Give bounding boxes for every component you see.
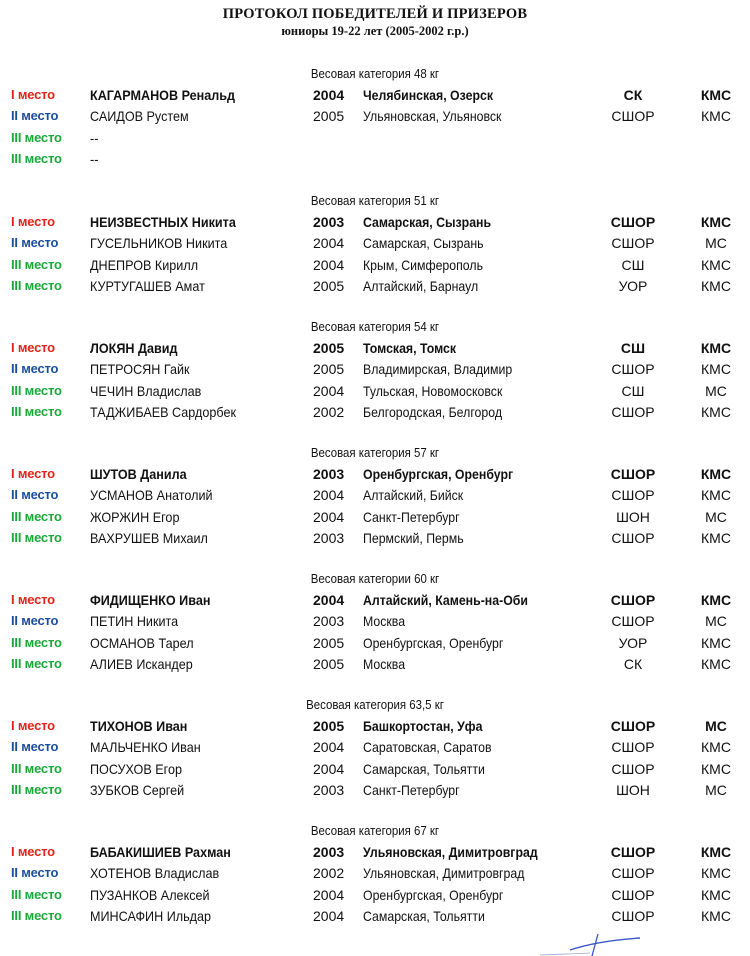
athlete-name: САИДОВ Рустем bbox=[90, 108, 189, 125]
sport-rank: КМС bbox=[701, 256, 731, 273]
club: СШ bbox=[621, 256, 645, 273]
region: Пермский, Пермь bbox=[363, 529, 464, 546]
region: Москва bbox=[363, 613, 406, 630]
page-title: ПРОТОКОЛ ПОБЕДИТЕЛЕЙ И ПРИЗЕРОВ bbox=[222, 6, 528, 22]
athlete-name: КАГАРМАНОВ Ренальд bbox=[90, 87, 236, 103]
sport-rank: КМС bbox=[701, 907, 731, 924]
athlete-name: ПЕТИН Никита bbox=[90, 613, 179, 630]
birth-year: 2005 bbox=[313, 655, 345, 672]
club: СК bbox=[623, 655, 643, 672]
club: УОР bbox=[618, 634, 648, 651]
place-label: III место bbox=[11, 781, 62, 797]
athlete-name: ТАДЖИБАЕВ Сардорбек bbox=[90, 403, 236, 420]
place-label: I место bbox=[11, 592, 55, 607]
result-row bbox=[0, 908, 750, 928]
result-row bbox=[0, 656, 750, 676]
place-label: III место bbox=[11, 907, 62, 923]
sport-rank: КМС bbox=[701, 277, 731, 294]
club: СШОР bbox=[610, 844, 656, 860]
result-row bbox=[0, 383, 750, 403]
athlete-name: -- bbox=[90, 150, 99, 167]
place-label: III место bbox=[11, 508, 62, 524]
athlete-name: МИНСАФИН Ильдар bbox=[90, 907, 212, 924]
place-label: I место bbox=[11, 844, 55, 859]
sport-rank: МС bbox=[705, 613, 727, 630]
sport-rank: МС bbox=[705, 781, 727, 798]
region: Самарская, Сызрань bbox=[363, 235, 484, 252]
club: УОР bbox=[618, 277, 648, 294]
place-label: I место bbox=[11, 214, 55, 229]
athlete-name: ЖОРЖИН Егор bbox=[90, 508, 180, 525]
athlete-name: НЕИЗВЕСТНЫХ Никита bbox=[90, 214, 236, 230]
place-label: II место bbox=[11, 739, 59, 755]
sport-rank: КМС bbox=[701, 403, 731, 420]
club: СШОР bbox=[611, 907, 655, 924]
sport-rank: КМС bbox=[701, 361, 731, 378]
athlete-name: ШУТОВ Данила bbox=[90, 466, 187, 482]
sport-rank: КМС bbox=[701, 886, 731, 903]
sport-rank: КМС bbox=[701, 634, 731, 651]
result-row bbox=[0, 761, 750, 781]
athlete-name: ТИХОНОВ Иван bbox=[90, 718, 188, 734]
athlete-name: ХОТЕНОВ Владислав bbox=[90, 865, 220, 882]
place-label: III место bbox=[11, 382, 62, 398]
region: Оренбургская, Оренбург bbox=[363, 634, 504, 651]
weight-category-heading: Весовая категория 67 кг bbox=[310, 823, 440, 838]
birth-year: 2005 bbox=[313, 718, 345, 734]
result-row bbox=[0, 487, 750, 507]
sport-rank: МС bbox=[705, 508, 727, 525]
club: СШОР bbox=[611, 108, 655, 125]
birth-year: 2004 bbox=[313, 235, 345, 252]
club: СШОР bbox=[610, 214, 656, 230]
region: Москва bbox=[363, 655, 406, 672]
athlete-name: ПУЗАНКОВ Алексей bbox=[90, 886, 210, 903]
region: Ульяновская, Димитровград bbox=[363, 844, 538, 860]
sport-rank: КМС bbox=[700, 214, 732, 230]
region: Саратовская, Саратов bbox=[363, 739, 492, 756]
result-row bbox=[0, 613, 750, 633]
athlete-name: ФИДИЩЕНКО Иван bbox=[90, 592, 211, 608]
place-label: II место bbox=[11, 865, 59, 881]
sport-rank: КМС bbox=[700, 844, 732, 860]
sport-rank: КМС bbox=[701, 739, 731, 756]
weight-category-heading: Весовая категории 60 кг bbox=[310, 571, 440, 586]
place-label: II место bbox=[11, 487, 59, 503]
athlete-name: ДНЕПРОВ Кирилл bbox=[90, 256, 199, 273]
place-label: III место bbox=[11, 634, 62, 650]
club: ШОН bbox=[616, 508, 650, 525]
athlete-name: -- bbox=[90, 129, 99, 146]
place-label: III место bbox=[11, 256, 62, 272]
birth-year: 2004 bbox=[313, 739, 345, 756]
club: СШОР bbox=[611, 613, 655, 630]
athlete-name: ЗУБКОВ Сергей bbox=[90, 781, 185, 798]
club: СШОР bbox=[611, 235, 655, 252]
athlete-name: ВАХРУШЕВ Михаил bbox=[90, 529, 208, 546]
athlete-name: ОСМАНОВ Тарел bbox=[90, 634, 194, 651]
club: СШОР bbox=[611, 487, 655, 504]
weight-category-heading: Весовая категория 57 кг bbox=[310, 445, 440, 460]
athlete-name: ПОСУХОВ Егор bbox=[90, 760, 182, 777]
birth-year: 2004 bbox=[313, 907, 345, 924]
birth-year: 2004 bbox=[313, 760, 345, 777]
region: Тульская, Новомосковск bbox=[363, 382, 503, 399]
club: СШОР bbox=[611, 529, 655, 546]
birth-year: 2005 bbox=[313, 340, 345, 356]
result-row bbox=[0, 130, 750, 150]
sport-rank: МС bbox=[705, 382, 727, 399]
region: Владимирская, Владимир bbox=[363, 361, 513, 378]
sport-rank: КМС bbox=[701, 865, 731, 882]
club: СШ bbox=[620, 340, 646, 356]
region: Оренбургская, Оренбург bbox=[363, 466, 514, 482]
place-label: III место bbox=[11, 129, 62, 145]
place-label: I место bbox=[11, 340, 55, 355]
birth-year: 2003 bbox=[313, 781, 345, 798]
result-row bbox=[0, 887, 750, 907]
place-label: III место bbox=[11, 760, 62, 776]
sport-rank: КМС bbox=[701, 487, 731, 504]
result-row bbox=[0, 466, 750, 486]
athlete-name: МАЛЬЧЕНКО Иван bbox=[90, 739, 201, 756]
region: Челябинская, Озерск bbox=[363, 87, 493, 103]
sport-rank: КМС bbox=[701, 760, 731, 777]
athlete-name: ГУСЕЛЬНИКОВ Никита bbox=[90, 235, 228, 252]
place-label: II место bbox=[11, 235, 59, 251]
place-label: III место bbox=[11, 150, 62, 166]
region: Ульяновская, Димитровград bbox=[363, 865, 525, 882]
place-label: I место bbox=[11, 87, 55, 102]
club: СШОР bbox=[610, 466, 656, 482]
sport-rank: КМС bbox=[700, 87, 732, 103]
result-row bbox=[0, 108, 750, 128]
region: Самарская, Сызрань bbox=[363, 214, 492, 230]
place-label: III место bbox=[11, 529, 62, 545]
weight-category-heading: Весовая категория 54 кг bbox=[310, 319, 440, 334]
region: Оренбургская, Оренбург bbox=[363, 886, 504, 903]
page-subtitle: юниоры 19-22 лет (2005-2002 г.р.) bbox=[281, 24, 469, 38]
athlete-name: УСМАНОВ Анатолий bbox=[90, 487, 213, 504]
result-row bbox=[0, 635, 750, 655]
signature-icon bbox=[540, 928, 650, 956]
athlete-name: КУРТУГАШЕВ Амат bbox=[90, 277, 205, 294]
place-label: III место bbox=[11, 655, 62, 671]
sport-rank: МС bbox=[705, 718, 727, 734]
club: ШОН bbox=[616, 781, 650, 798]
place-label: III место bbox=[11, 403, 62, 419]
result-row bbox=[0, 404, 750, 424]
club: СШОР bbox=[611, 865, 655, 882]
club: СШОР bbox=[611, 760, 655, 777]
athlete-name: ЛОКЯН Давид bbox=[90, 340, 178, 356]
birth-year: 2005 bbox=[313, 277, 345, 294]
result-row bbox=[0, 278, 750, 298]
place-label: III место bbox=[11, 277, 62, 293]
sport-rank: КМС bbox=[700, 592, 732, 608]
result-row bbox=[0, 592, 750, 612]
region: Алтайский, Камень-на-Оби bbox=[363, 592, 528, 608]
place-label: II место bbox=[11, 361, 59, 377]
club: СК bbox=[623, 87, 643, 103]
birth-year: 2004 bbox=[313, 382, 345, 399]
region: Алтайский, Бийск bbox=[363, 487, 464, 504]
birth-year: 2003 bbox=[313, 529, 345, 546]
result-row bbox=[0, 257, 750, 277]
athlete-name: ПЕТРОСЯН Гайк bbox=[90, 361, 190, 378]
region: Санкт-Петербург bbox=[363, 781, 460, 798]
region: Башкортостан, Уфа bbox=[363, 718, 483, 734]
weight-category-heading: Весовая категория 51 кг bbox=[310, 193, 440, 208]
birth-year: 2005 bbox=[313, 108, 345, 125]
birth-year: 2004 bbox=[313, 592, 345, 608]
weight-category-heading: Весовая категория 63,5 кг bbox=[306, 697, 444, 712]
region: Самарская, Тольятти bbox=[363, 907, 485, 924]
region: Алтайский, Барнаул bbox=[363, 277, 479, 294]
sport-rank: МС bbox=[705, 235, 727, 252]
birth-year: 2003 bbox=[313, 613, 345, 630]
birth-year: 2004 bbox=[313, 508, 345, 525]
birth-year: 2004 bbox=[313, 886, 345, 903]
club: СШОР bbox=[610, 592, 656, 608]
place-label: I место bbox=[11, 718, 55, 733]
region: Санкт-Петербург bbox=[363, 508, 460, 525]
birth-year: 2002 bbox=[313, 865, 345, 882]
club: СШОР bbox=[611, 361, 655, 378]
result-row bbox=[0, 87, 750, 107]
club: СШ bbox=[621, 382, 645, 399]
result-row bbox=[0, 214, 750, 234]
birth-year: 2002 bbox=[313, 403, 345, 420]
region: Томская, Томск bbox=[363, 340, 457, 356]
sport-rank: КМС bbox=[701, 108, 731, 125]
result-row bbox=[0, 151, 750, 171]
birth-year: 2005 bbox=[313, 634, 345, 651]
birth-year: 2003 bbox=[313, 214, 345, 230]
result-row bbox=[0, 739, 750, 759]
birth-year: 2004 bbox=[313, 256, 345, 273]
place-label: III место bbox=[11, 886, 62, 902]
athlete-name: БАБАКИШИЕВ Рахман bbox=[90, 844, 231, 860]
birth-year: 2003 bbox=[313, 844, 345, 860]
sport-rank: КМС bbox=[701, 655, 731, 672]
birth-year: 2003 bbox=[313, 466, 345, 482]
result-row bbox=[0, 340, 750, 360]
result-row bbox=[0, 782, 750, 802]
club: СШОР bbox=[611, 403, 655, 420]
place-label: I место bbox=[11, 466, 55, 481]
athlete-name: АЛИЕВ Искандер bbox=[90, 655, 193, 672]
result-row bbox=[0, 361, 750, 381]
club: СШОР bbox=[611, 886, 655, 903]
result-row bbox=[0, 718, 750, 738]
place-label: II место bbox=[11, 108, 59, 124]
result-row bbox=[0, 865, 750, 885]
result-row bbox=[0, 235, 750, 255]
athlete-name: ЧЕЧИН Владислав bbox=[90, 382, 202, 399]
club: СШОР bbox=[610, 718, 656, 734]
result-row bbox=[0, 509, 750, 529]
weight-category-heading: Весовая категория 48 кг bbox=[310, 66, 440, 81]
region: Ульяновская, Ульяновск bbox=[363, 108, 502, 125]
birth-year: 2004 bbox=[313, 487, 345, 504]
result-row bbox=[0, 530, 750, 550]
region: Самарская, Тольятти bbox=[363, 760, 485, 777]
region: Белгородская, Белгород bbox=[363, 403, 503, 420]
sport-rank: КМС bbox=[700, 466, 732, 482]
sport-rank: КМС bbox=[700, 340, 732, 356]
birth-year: 2005 bbox=[313, 361, 345, 378]
sport-rank: КМС bbox=[701, 529, 731, 546]
region: Крым, Симферополь bbox=[363, 256, 484, 273]
club: СШОР bbox=[611, 739, 655, 756]
result-row bbox=[0, 844, 750, 864]
birth-year: 2004 bbox=[313, 87, 345, 103]
place-label: II место bbox=[11, 613, 59, 629]
